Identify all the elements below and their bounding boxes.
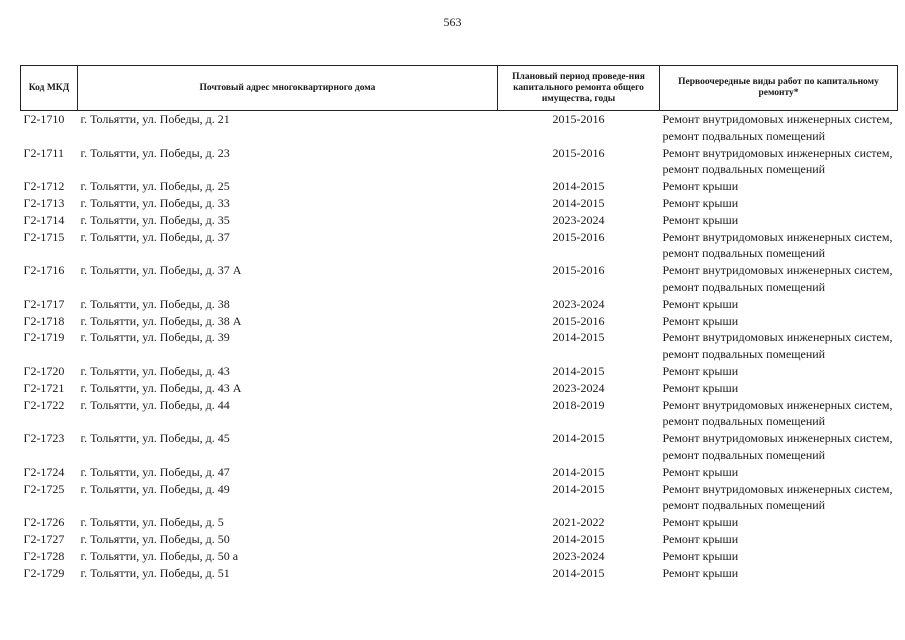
works-line: Ремонт внутридомовых инженерных систем,: [662, 431, 893, 446]
works-line: Ремонт крыши: [662, 515, 739, 530]
cell-period: 2023-2024: [552, 548, 605, 563]
cell-works: [660, 397, 898, 431]
table-row: [21, 262, 898, 296]
table-row: [21, 481, 898, 515]
cell-period: 2014-2015: [552, 464, 605, 479]
table-header-row: [21, 66, 898, 111]
cell-address: г. Тольятти, ул. Победы, д. 23: [80, 145, 230, 160]
cell-code: Г2-1723: [23, 431, 65, 446]
cell-period: 2014-2015: [552, 363, 605, 378]
works-line: Ремонт крыши: [662, 565, 739, 580]
cell-code: Г2-1712: [23, 179, 65, 194]
cell-code: Г2-1719: [23, 330, 65, 345]
cell-code: Г2-1724: [23, 464, 65, 479]
cell-code: Г2-1716: [23, 263, 65, 278]
cell-works: [660, 514, 898, 531]
cell-period: 2014-2015: [552, 565, 605, 580]
cell-period: 2023-2024: [552, 380, 605, 395]
cell-address: г. Тольятти, ул. Победы, д. 38 А: [80, 313, 242, 328]
cell-address: г. Тольятти, ул. Победы, д. 37 А: [80, 263, 242, 278]
works-line: ремонт подвальных помещений: [662, 162, 826, 177]
cell-period: 2021-2022: [552, 515, 605, 530]
works-line: ремонт подвальных помещений: [662, 447, 826, 462]
cell-address: г. Тольятти, ул. Победы, д. 51: [80, 565, 230, 580]
cell-period: 2015-2016: [552, 145, 605, 160]
capital-repair-table: [20, 65, 898, 581]
cell-address: г. Тольятти, ул. Победы, д. 39: [80, 330, 230, 345]
cell-address: г. Тольятти, ул. Победы, д. 50: [80, 531, 230, 546]
works-line: Ремонт крыши: [662, 179, 739, 194]
cell-works: [660, 329, 898, 363]
header-code: Код МКД: [21, 66, 78, 111]
cell-address: г. Тольятти, ул. Победы, д. 50 а: [80, 548, 239, 563]
cell-works: [660, 565, 898, 582]
cell-works: [660, 481, 898, 515]
cell-code: Г2-1714: [23, 212, 65, 227]
works-line: ремонт подвальных помещений: [662, 498, 826, 513]
cell-code: Г2-1727: [23, 531, 65, 546]
table-row: [21, 212, 898, 229]
table-body: [21, 111, 898, 582]
works-line: Ремонт крыши: [662, 212, 739, 227]
cell-address: г. Тольятти, ул. Победы, д. 25: [80, 179, 230, 194]
cell-works: [660, 296, 898, 313]
table-row: [21, 430, 898, 464]
cell-works: [660, 111, 898, 145]
cell-code: Г2-1711: [23, 145, 64, 160]
cell-works: [660, 195, 898, 212]
works-line: Ремонт крыши: [662, 195, 739, 210]
cell-code: Г2-1717: [23, 296, 65, 311]
cell-works: [660, 531, 898, 548]
cell-works: [660, 262, 898, 296]
cell-period: 2018-2019: [552, 397, 605, 412]
table-row: [21, 195, 898, 212]
works-line: Ремонт внутридомовых инженерных систем,: [662, 330, 893, 345]
cell-address: г. Тольятти, ул. Победы, д. 47: [80, 464, 230, 479]
cell-period: 2023-2024: [552, 296, 605, 311]
works-line: Ремонт крыши: [662, 296, 739, 311]
cell-period: 2014-2015: [552, 481, 605, 496]
cell-period: 2014-2015: [552, 330, 605, 345]
cell-works: [660, 548, 898, 565]
cell-address: г. Тольятти, ул. Победы, д. 44: [80, 397, 230, 412]
cell-period: 2014-2015: [552, 195, 605, 210]
works-line: Ремонт внутридомовых инженерных систем,: [662, 397, 893, 412]
cell-code: Г2-1725: [23, 481, 65, 496]
table-row: [21, 397, 898, 431]
cell-period: 2014-2015: [552, 179, 605, 194]
works-line: Ремонт крыши: [662, 313, 739, 328]
cell-address: г. Тольятти, ул. Победы, д. 49: [80, 481, 230, 496]
table-row: [21, 178, 898, 195]
table-row: [21, 548, 898, 565]
works-line: Ремонт внутридомовых инженерных систем,: [662, 112, 893, 126]
cell-code: Г2-1721: [23, 380, 65, 395]
works-line: ремонт подвальных помещений: [662, 128, 826, 143]
table-row: [21, 565, 898, 582]
cell-works: [660, 313, 898, 330]
works-line: Ремонт крыши: [662, 380, 739, 395]
works-line: ремонт подвальных помещений: [662, 246, 826, 261]
cell-period: 2014-2015: [552, 431, 605, 446]
works-line: Ремонт крыши: [662, 548, 739, 563]
cell-address: г. Тольятти, ул. Победы, д. 45: [80, 431, 230, 446]
cell-period: 2015-2016: [552, 263, 605, 278]
cell-period: 2023-2024: [552, 212, 605, 227]
table-row: [21, 464, 898, 481]
cell-code: Г2-1728: [23, 548, 65, 563]
cell-code: Г2-1726: [23, 515, 65, 530]
page-number: 563: [443, 15, 462, 29]
cell-period: 2015-2016: [552, 313, 605, 328]
cell-address: г. Тольятти, ул. Победы, д. 43 А: [80, 380, 242, 395]
table-row: [21, 313, 898, 330]
cell-address: г. Тольятти, ул. Победы, д. 33: [80, 195, 230, 210]
header-address: Почтовый адрес многоквартирного дома: [78, 66, 498, 111]
cell-address: г. Тольятти, ул. Победы, д. 37: [80, 229, 230, 244]
cell-address: г. Тольятти, ул. Победы, д. 5: [80, 515, 224, 530]
cell-code: Г2-1720: [23, 363, 65, 378]
cell-works: [660, 178, 898, 195]
works-line: Ремонт крыши: [662, 363, 739, 378]
cell-period: 2014-2015: [552, 531, 605, 546]
cell-works: [660, 229, 898, 263]
cell-address: г. Тольятти, ул. Победы, д. 38: [80, 296, 230, 311]
cell-code: Г2-1729: [23, 565, 65, 580]
works-line: Ремонт внутридомовых инженерных систем,: [662, 481, 893, 496]
table-row: [21, 514, 898, 531]
cell-works: [660, 380, 898, 397]
cell-works: [660, 363, 898, 380]
cell-works: [660, 145, 898, 179]
cell-period: 2015-2016: [552, 112, 605, 126]
table-row: [21, 380, 898, 397]
cell-code: Г2-1710: [23, 112, 65, 126]
cell-address: г. Тольятти, ул. Победы, д. 43: [80, 363, 230, 378]
header-period: Плановый период проведе-ния капитального ремонта общего имущества, годы: [498, 66, 660, 111]
cell-period: 2015-2016: [552, 229, 605, 244]
cell-works: [660, 212, 898, 229]
works-line: Ремонт внутридомовых инженерных систем,: [662, 145, 893, 160]
works-line: ремонт подвальных помещений: [662, 414, 826, 429]
table-row: [21, 363, 898, 380]
works-line: Ремонт внутридомовых инженерных систем,: [662, 263, 893, 278]
cell-address: г. Тольятти, ул. Победы, д. 35: [80, 212, 230, 227]
table-row: [21, 531, 898, 548]
header-works: Первоочередные виды работ по капитальному ремонту*: [660, 66, 898, 111]
works-line: Ремонт крыши: [662, 531, 739, 546]
cell-code: Г2-1715: [23, 229, 65, 244]
cell-works: [660, 464, 898, 481]
table-row: [21, 229, 898, 263]
works-line: Ремонт крыши: [662, 464, 739, 479]
table-row: [21, 296, 898, 313]
cell-code: Г2-1718: [23, 313, 65, 328]
works-line: ремонт подвальных помещений: [662, 347, 826, 362]
table-row: [21, 145, 898, 179]
table-row: [21, 111, 898, 145]
cell-address: г. Тольятти, ул. Победы, д. 21: [80, 112, 230, 126]
cell-code: Г2-1713: [23, 195, 65, 210]
cell-works: [660, 430, 898, 464]
works-line: ремонт подвальных помещений: [662, 279, 826, 294]
works-line: Ремонт внутридомовых инженерных систем,: [662, 229, 893, 244]
cell-code: Г2-1722: [23, 397, 65, 412]
table-row: [21, 329, 898, 363]
